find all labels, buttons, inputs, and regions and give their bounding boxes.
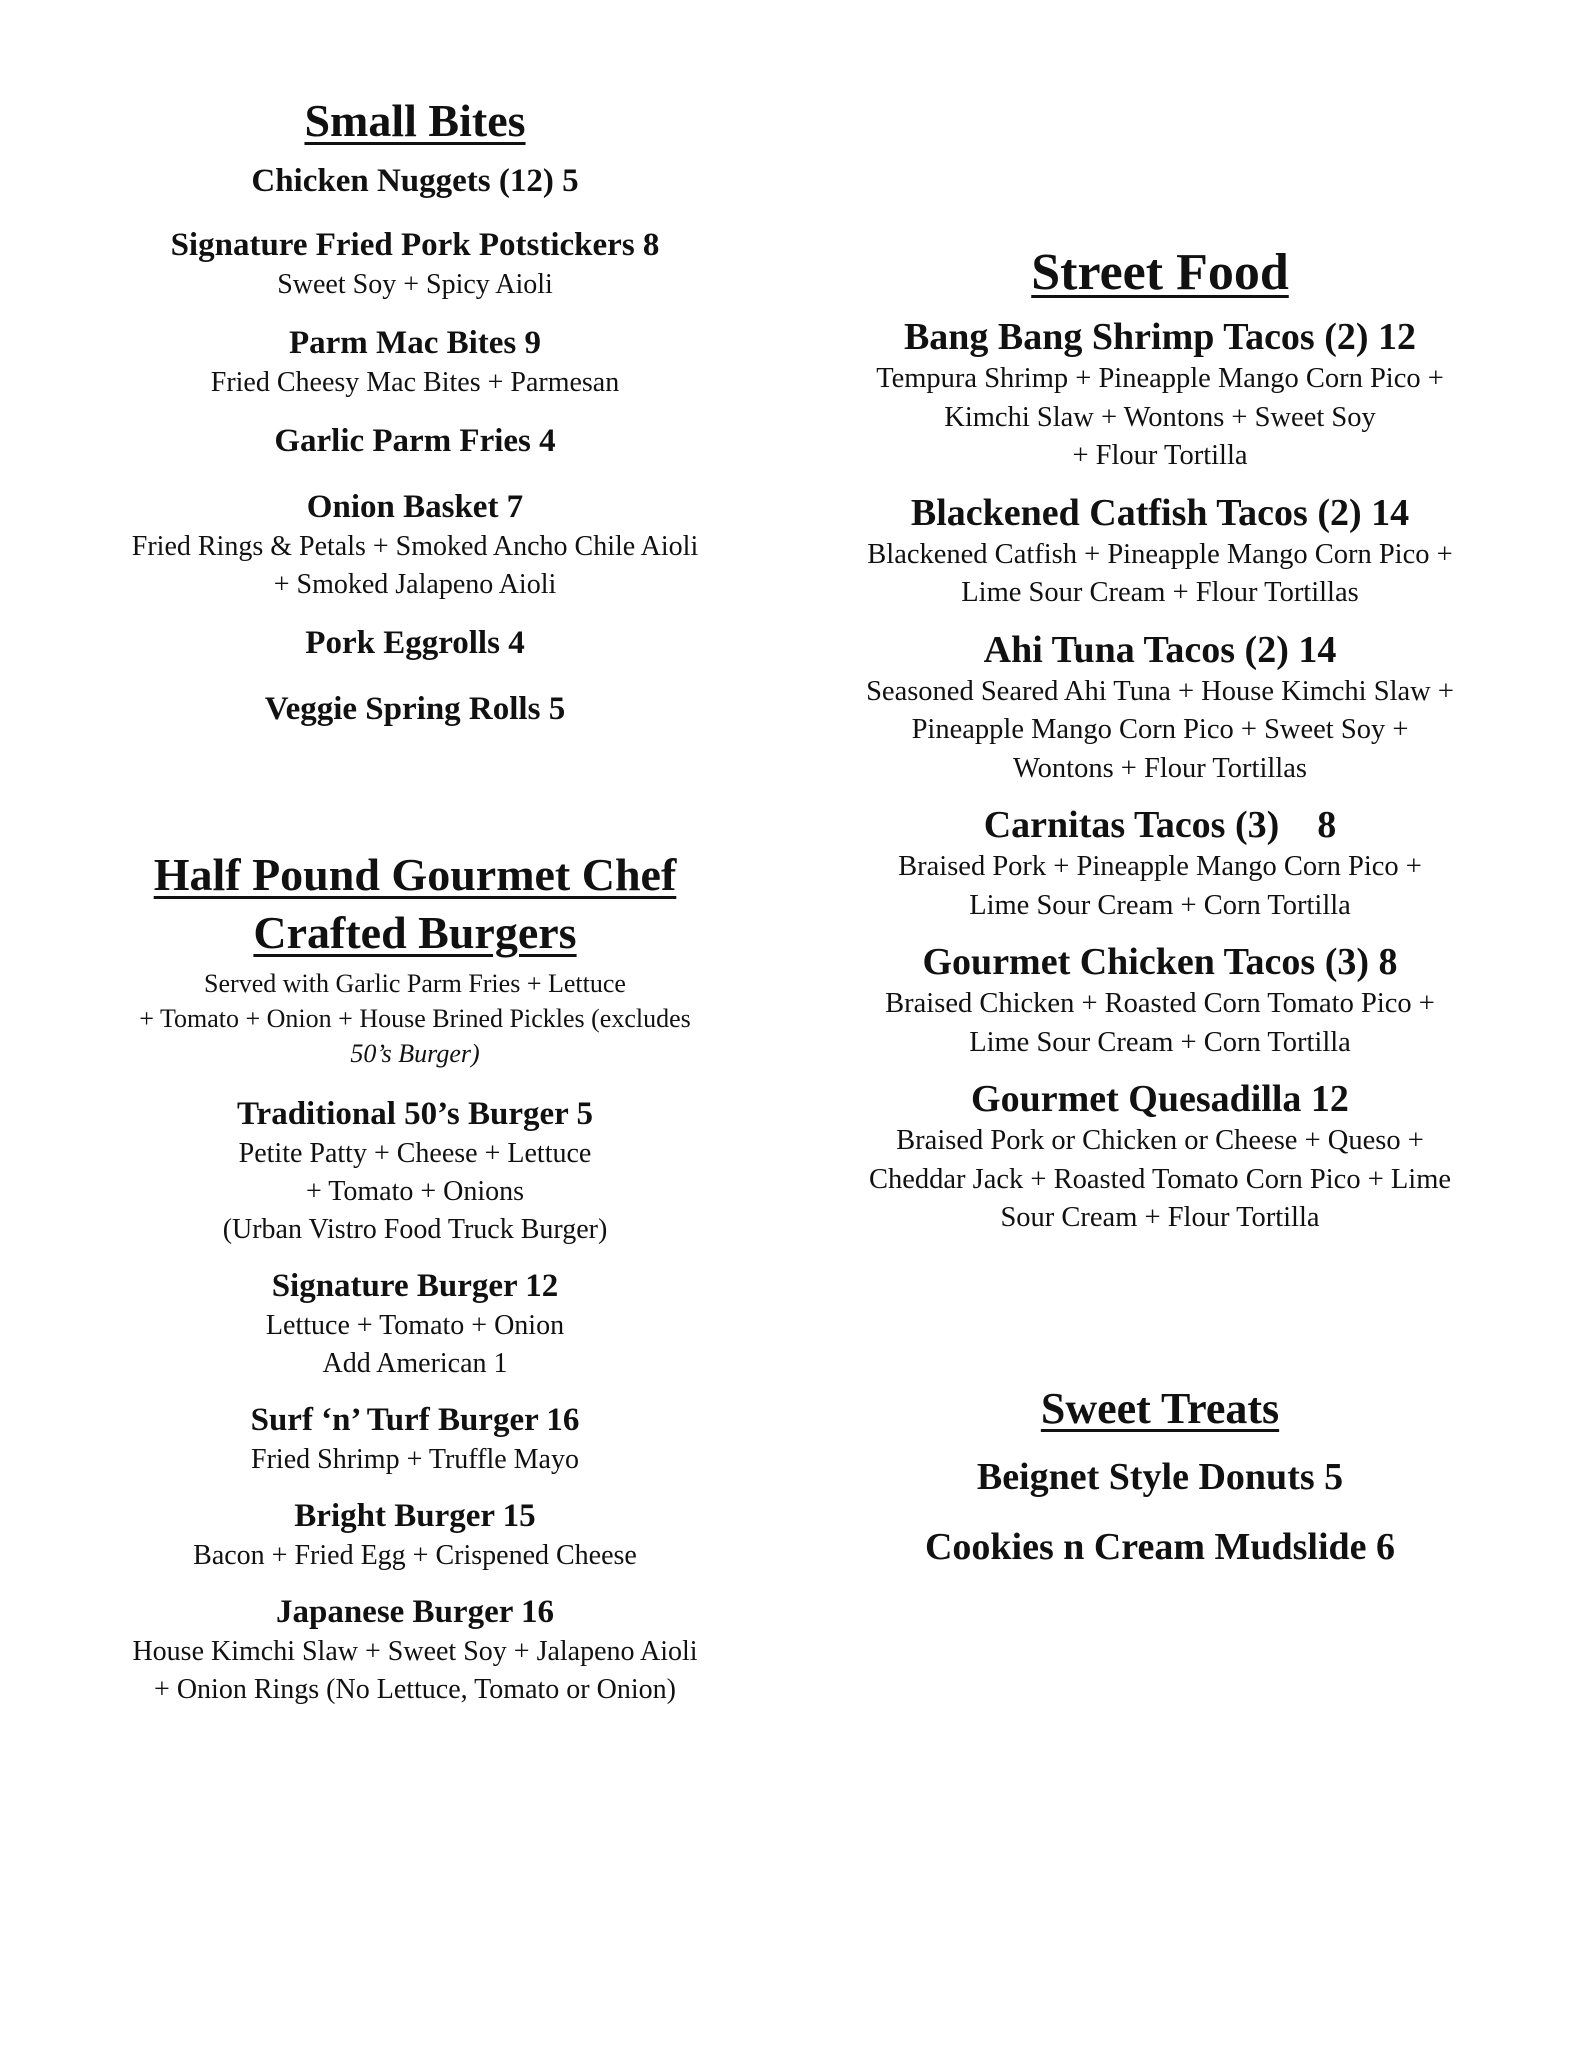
menu-item	[90, 486, 740, 604]
item-name: Garlic Parm Fries 4	[274, 423, 556, 459]
item-description: Petite Patty + Cheese + Lettuce + Tomato + Onions (Urban Vistro Food Truck Burger)	[222, 1138, 608, 1245]
item-description: Seasoned Seared Ahi Tuna + House Kimchi Slaw + Pineapple Mango Corn Pico + Sweet Soy + Wontons + Flour Tortillas	[866, 675, 1454, 784]
burgers-title-line1: Half Pound Gourmet Chef	[153, 849, 677, 900]
item-name: Japanese Burger 16	[275, 1594, 555, 1630]
item-name: Beignet Style Donuts 5	[976, 1456, 1344, 1498]
item-name: Signature Burger 12	[271, 1268, 559, 1304]
small-bites-title: Small Bites	[304, 95, 526, 146]
item-description: Blackened Catfish + Pineapple Mango Corn Pico + Lime Sour Cream + Flour Tortillas	[867, 538, 1453, 608]
item-name: Ahi Tuna Tacos (2) 14	[983, 628, 1337, 671]
item-description: Fried Cheesy Mac Bites + Parmesan	[210, 367, 620, 398]
item-name: Signature Fried Pork Potstickers 8	[170, 227, 660, 263]
menu-item	[90, 622, 740, 664]
item-name: Bang Bang Shrimp Tacos (2) 12	[903, 316, 1417, 358]
burgers-title-line2: Crafted Burgers	[253, 907, 577, 958]
burgers-note-text: Served with Garlic Parm Fries + Lettuce + Tomato + Onion + House Brined Pickles (excludes	[139, 969, 691, 1033]
burgers-note	[90, 966, 740, 1071]
menu-item	[830, 627, 1490, 789]
burgers-section	[90, 846, 740, 1709]
small-bites-section	[90, 92, 740, 730]
item-description: Tempura Shrimp + Pineapple Mango Corn Pico + Kimchi Slaw + Wontons + Sweet Soy + Flour Tortilla	[876, 363, 1444, 471]
menu-item	[90, 160, 740, 202]
street-food-section	[830, 240, 1490, 1238]
item-description: Braised Pork + Pineapple Mango Corn Pico + Lime Sour Cream + Corn Tortilla	[898, 851, 1422, 921]
item-description: Sweet Soy + Spicy Aioli	[277, 269, 553, 300]
item-name: Pork Eggrolls 4	[305, 625, 525, 661]
item-name: Surf ‘n’ Turf Burger 16	[250, 1402, 580, 1438]
item-description: Fried Shrimp + Truffle Mayo	[251, 1444, 579, 1475]
item-description: Bacon + Fried Egg + Crispened Cheese	[193, 1540, 637, 1571]
burgers-note-italic: 50’s Burger)	[350, 1039, 480, 1068]
menu-item	[90, 224, 740, 304]
menu-item	[830, 1076, 1490, 1238]
item-name: Cookies n Cream Mudslide 6	[924, 1526, 1396, 1568]
item-description: Fried Rings & Petals + Smoked Ancho Chile Aioli + Smoked Jalapeno Aioli	[131, 531, 699, 600]
menu-item	[830, 314, 1490, 476]
item-description: Braised Chicken + Roasted Corn Tomato Pico + Lime Sour Cream + Corn Tortilla	[885, 988, 1435, 1058]
item-name: Gourmet Chicken Tacos (3) 8	[922, 941, 1398, 983]
sweet-treats-title: Sweet Treats	[1040, 1384, 1280, 1433]
sweet-treats-section	[830, 1380, 1490, 1570]
menu-item	[830, 802, 1490, 925]
menu-item	[90, 1399, 740, 1479]
item-name: Carnitas Tacos (3) 8	[983, 804, 1337, 846]
item-name: Bright Burger 15	[294, 1498, 536, 1534]
item-name: Traditional 50’s Burger 5	[237, 1096, 593, 1132]
item-name: Chicken Nuggets (12) 5	[251, 163, 579, 199]
item-name: Veggie Spring Rolls 5	[264, 691, 566, 727]
item-name: Onion Basket 7	[306, 489, 524, 525]
menu-item	[90, 1093, 740, 1249]
item-name: Parm Mac Bites 9	[289, 325, 541, 361]
menu-item	[830, 490, 1490, 613]
menu-item	[90, 1265, 740, 1383]
street-food-title: Street Food	[1031, 244, 1289, 301]
menu-item	[830, 1454, 1490, 1500]
item-description: Braised Pork or Chicken or Cheese + Queso + Cheddar Jack + Roasted Tomato Corn Pico + Lime Sour Cream + Flour Tortilla	[868, 1125, 1452, 1233]
item-name: Blackened Catfish Tacos (2) 14	[910, 491, 1410, 534]
menu-item	[90, 420, 740, 462]
menu-item	[90, 688, 740, 730]
menu-item	[90, 322, 740, 402]
item-name: Gourmet Quesadilla 12	[971, 1078, 1349, 1120]
item-description: Lettuce + Tomato + Onion Add American 1	[265, 1310, 565, 1379]
item-description: House Kimchi Slaw + Sweet Soy + Jalapeno Aioli + Onion Rings (No Lettuce, Tomato or Onion)	[132, 1636, 698, 1705]
menu-item	[830, 939, 1490, 1062]
menu-item	[90, 1591, 740, 1709]
menu-item	[90, 1495, 740, 1575]
menu-item	[830, 1524, 1490, 1570]
